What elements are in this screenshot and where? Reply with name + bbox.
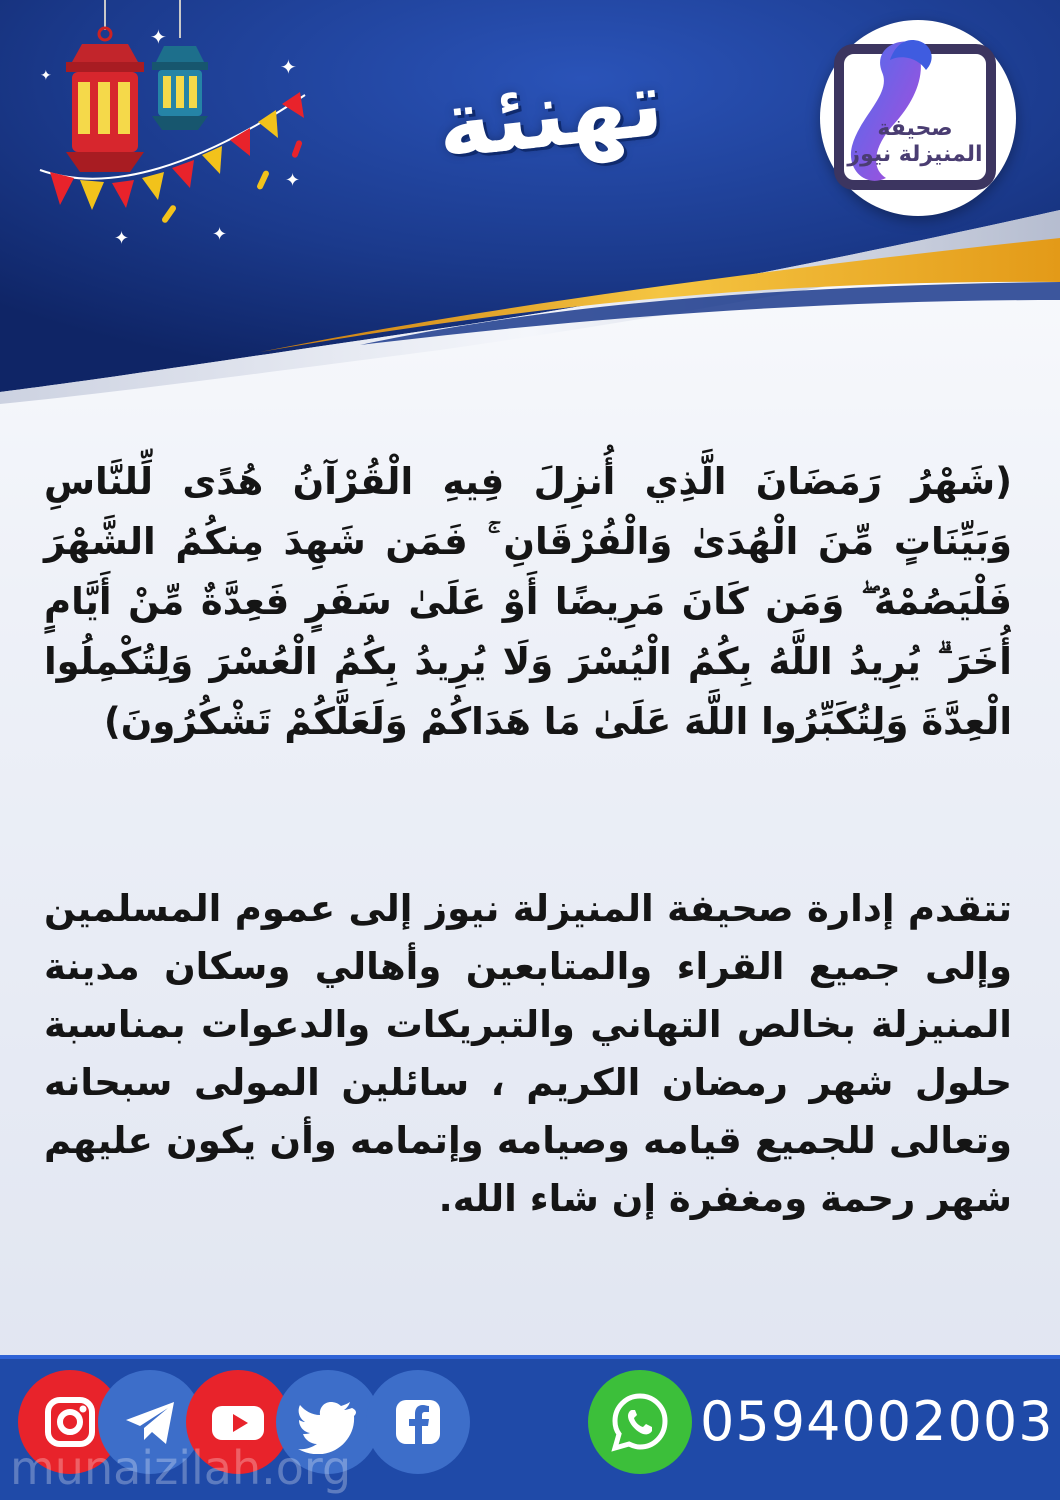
svg-text:✦: ✦ xyxy=(114,228,130,249)
contact-phone-number[interactable]: 0594002003 xyxy=(700,1390,1054,1453)
page-title: تهنئة xyxy=(431,49,669,180)
footer-divider xyxy=(0,1355,1060,1359)
svg-text:✦: ✦ xyxy=(150,25,167,49)
logo-line-2: المنيزلة نيوز xyxy=(847,142,983,167)
greeting-message-text: تتقدم إدارة صحيفة المنيزلة نيوز إلى عموم المسلمين وإلى جميع القراء والمتابعين وأهالي وسكان مدينة المنيزلة بخالص التهاني والتبريكات والدعوات بمناسبة حلول شهر رمضان الكريم ، سائلين المولى سبحانه وتعالى للجميع قيامه وصيامه وإتمامه وأن يكون عليهم شهر رحمة ومغفرة إن شاء الله. xyxy=(44,887,1012,1220)
ramadan-lanterns-decoration xyxy=(30,0,330,260)
website-watermark: munaizilah.org xyxy=(10,1441,352,1495)
svg-text:✦: ✦ xyxy=(212,224,228,245)
svg-text:✦: ✦ xyxy=(280,55,297,79)
publication-logo xyxy=(820,20,1016,216)
svg-text:✦: ✦ xyxy=(285,170,301,191)
logo-line-1: صحيفة xyxy=(877,116,953,141)
logo-text xyxy=(836,116,994,168)
svg-text:✦: ✦ xyxy=(40,68,52,84)
whatsapp-icon[interactable] xyxy=(588,1370,692,1474)
quran-verse-text: (شَهْرُ رَمَضَانَ الَّذِي أُنزِلَ فِيهِ الْقُرْآنُ هُدًى لِّلنَّاسِ وَبَيِّنَاتٍ مِّنَ الْهُدَىٰ وَالْفُرْقَانِ ۚ فَمَن شَهِدَ مِنكُمُ الشَّهْرَ فَلْيَصُمْهُ ۖ وَمَن كَانَ مَرِيضًا أَوْ عَلَىٰ سَفَرٍ فَعِدَّةٌ مِّنْ أَيَّامٍ أُخَرَ ۗ يُرِيدُ اللَّهُ بِكُمُ الْيُسْرَ وَلَا يُرِيدُ بِكُمُ الْعُسْرَ وَلِتُكْمِلُوا الْعِدَّةَ وَلِتُكَبِّرُوا اللَّهَ عَلَىٰ مَا هَدَاكُمْ وَلَعَلَّكُمْ تَشْكُرُونَ) xyxy=(44,460,1012,743)
